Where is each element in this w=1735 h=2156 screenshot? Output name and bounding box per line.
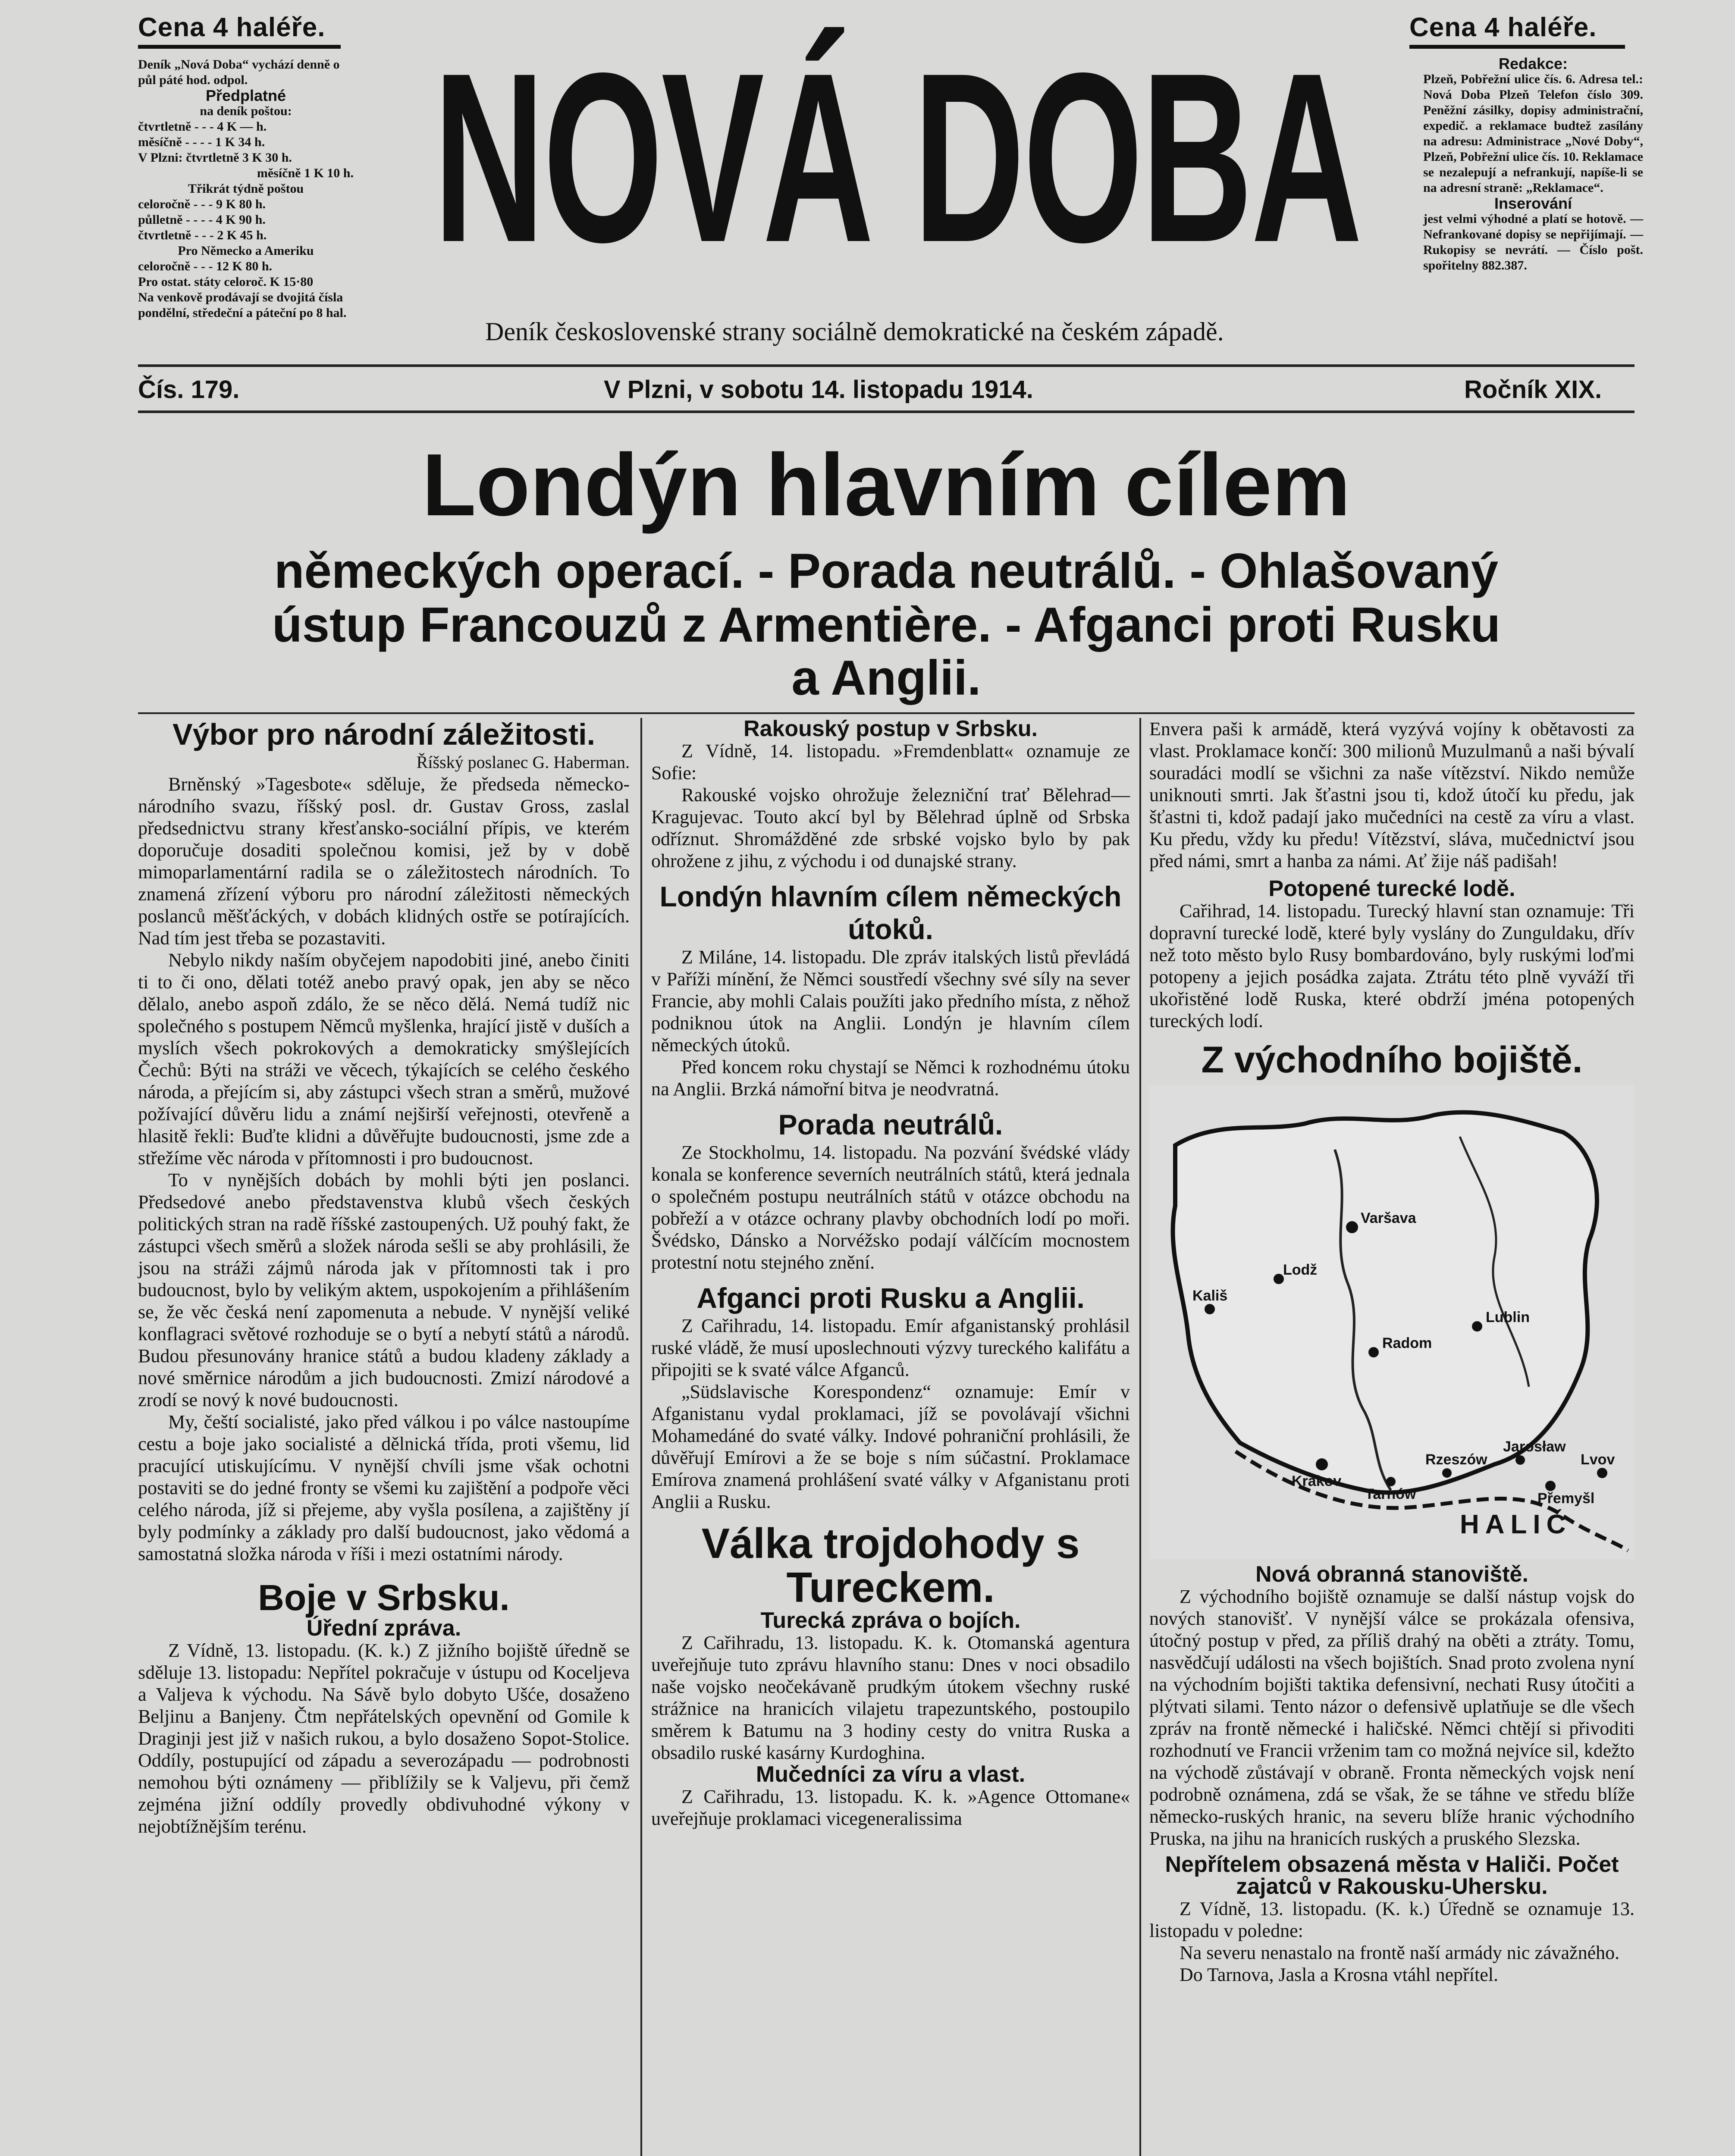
city-marker <box>1316 1458 1328 1470</box>
article-paragraph: Cařihrad, 14. listopadu. Turecký hlavní stan oznamuje: Tři dopravní turecké lodě, které byly vyslány do Zunguldaku, dřív než toto město bylo Rusy bombardováno, byly ruskými loďmi potopeny a jejich posádka zajata. Ztrátu této plně vyváží tři ukořistěné lodě Ruska, které obdrží jména potopených tureckých lodí. <box>1149 900 1635 1031</box>
headline-line-4: a Anglii. <box>791 651 981 705</box>
article-heading: Porada neutrálů. <box>778 1108 1003 1141</box>
article-subheading: Úřední zpráva. <box>306 1616 461 1641</box>
article-subheading: Turecká zpráva o bojích. <box>760 1608 1021 1633</box>
article-heading: Výbor pro národní záležitosti. <box>172 718 596 751</box>
left-ear-row: V Plzni: čtvrtletně 3 K 30 h. <box>138 150 292 165</box>
article-byline: Říšský poslanec G. Haberman. <box>416 752 630 772</box>
article-paragraph: Z Vídně, 13. listopadu. (K. k.) Úředně se oznamuje 13. listopadu v poledne: <box>1149 1898 1635 1941</box>
map-label: Krakov <box>1292 1473 1342 1489</box>
map-label: Tarnów <box>1365 1485 1416 1502</box>
issue-number: Čís. 179. <box>138 376 240 404</box>
city-marker <box>1274 1274 1284 1284</box>
article-heading: Afganci proti Rusku a Anglii. <box>697 1282 1085 1314</box>
article-paragraph: To v nynějších dobách by mohli býti jen poslanci. Předsedové anebo představenstva klubů všech českých politických stran na radě říšské zastoupených. Už pouhý fakt, že zástupci všech směrů a složek národa sešli se aby prohlásili, že jsou na stráži zájmů národa jak v přítomnosti tak i pro budoucnost, bylo by velikým aktem, uspokojením a přihlášením se, že věc česká není zapomenuta a nebude. V nynější veliké konflagraci světové rozhoduje se o bytí a nebytí států a národů. Budou přesunovány hranice států a budou kladeny základy a nové směrnice národům a jich budoucnosti. Zmizí národové a zrodí se nový k nové budoucnosti. <box>138 1169 630 1410</box>
left-ear-sub3: Pro Německo a Ameriku <box>178 244 314 258</box>
article-heading: Rakouský postup v Srbsku. <box>744 716 1038 741</box>
city-marker <box>1515 1455 1525 1465</box>
eastern-front-map <box>1149 1085 1635 1559</box>
left-ear-row: Pro ostat. státy celoroč. K 15·80 <box>138 275 314 289</box>
city-marker <box>1205 1304 1215 1314</box>
left-ear-sub2: Třikrát týdně poštou <box>188 182 304 196</box>
headline-rule <box>138 712 1635 714</box>
left-ear-foot: Na venkově prodávají se dvojitá čísla pondělní, středeční a páteční po 8 hal. <box>138 290 347 320</box>
city-marker <box>1597 1468 1607 1478</box>
article-paragraph: Do Tarnova, Jasla a Krosna vtáhl nepřítel. <box>1180 1964 1498 1985</box>
volume-number: Ročník XIX. <box>1464 376 1602 404</box>
dateline-rule <box>138 411 1635 413</box>
left-ear-row: čtvrtletně - - - 2 K 45 h. <box>138 228 267 242</box>
map-label: Lvov <box>1581 1451 1615 1468</box>
map-label: Lodž <box>1283 1261 1318 1278</box>
masthead-rule <box>138 364 1635 367</box>
article-heading: Londýn hlavním cílem německých útoků. <box>659 881 1122 945</box>
left-ear <box>138 57 354 321</box>
russian-poland-border <box>1173 1112 1597 1492</box>
article-paragraph: Z Cařihradu, 14. listopadu. Emír afganistanský prohlásil ruské vládě, že musí uposlechnouti výzvy tureckého kalifátu a připojiti se k svaté válce Afganců. <box>651 1315 1130 1380</box>
article-paragraph: Z Vídně, 14. listopadu. »Fremdenblatt« oznamuje ze Sofie: <box>651 740 1130 783</box>
newspaper-subtitle: Deník československé strany sociálně demokratické na českém západě. <box>485 317 1224 346</box>
left-ear-row: půlletně - - - - 4 K 90 h. <box>138 213 266 227</box>
left-ear-row: celoročně - - - 12 K 80 h. <box>138 259 273 273</box>
headline-line-3: ústup Francouzů z Armentière. - Afganci proti Rusku <box>272 598 1501 652</box>
article-paragraph: Z Miláne, 14. listopadu. Dle zpráv italských listů převládá v Paříži mínění, že Němci soustředí všechny své síly na sever Francie, aby mohli Calais použíti jako předního místa, z něhož podniknou útok na Anglii. Londýn je hlavním cílem německých útoků. <box>651 946 1130 1056</box>
article-paragraph: Nebylo nikdy naším obyčejem napodobiti jiné, anebo činiti ti to či ono, dělati totéž anebo pravý opak, jen aby se něco dělalo, anebo aspoň zdálo, že se něco dělá. Nemá tudíž nic společného s postupem Němců myšlenka, hrající jistě v duších a myslích všech pokrokových a demokraticky smýšlejících Čechů: Býti na stráži ve věcech, týkajících se celého českého národa, a přejícím si, aby zástupci všech stran a směrů, mužové požívající důvěru lidu a známí nejširší veřejnosti, otevřeně a hlasitě řekli: Buďte klidni a důvěřujte budoucnosti, jsme zde a střežíme věc národa v přítomnosti i pro budoucnost. <box>138 950 630 1169</box>
map-label: Přemyšl <box>1537 1490 1595 1507</box>
map-label: Lublin <box>1486 1309 1530 1326</box>
column-2 <box>651 718 1130 1830</box>
right-ear-body: Plzeň, Pobřežní ulice čís. 6. Adresa tel.: Nová Doba Plzeň Telefon číslo 309. Peněžní zásilky, dopisy administrační, expedič. a reklamace budtež zasílány na adresu: Administrace „Nové Doby“, Plzeň, Pobřežní ulice čís. 10. Reklamace se nezalepují a nefrankují, napíše-li se na adresní straně: „Reklamace“. <box>1423 72 1643 195</box>
city-marker <box>1442 1468 1452 1478</box>
column-1 <box>138 718 630 1837</box>
map-label: Jarosław <box>1503 1438 1566 1455</box>
city-marker <box>1386 1477 1396 1486</box>
price-left: Cena 4 haléře. <box>138 13 326 42</box>
price-right: Cena 4 haléře. <box>1409 13 1597 42</box>
right-ear-heading-ads: Inserování <box>1494 194 1572 212</box>
headline-line-2: německých operací. - Porada neutrálů. - Ohlašovaný <box>274 544 1499 599</box>
map-label: Kališ <box>1192 1287 1228 1304</box>
city-marker <box>1368 1347 1379 1357</box>
article-paragraph: Z Vídně, 13. listopadu. (K. k.) Z jižního bojiště úředně se sděluje 13. listopadu: Nepřítel pokračuje v ústupu od Koceljeva a Valjeva k východu. Na Sávě bylo dobyto Ušće, dosaženo Beljinu a Banjeny. Čtm nepřátelských opevnění od Gomile k Draginji jest již v našich rukou, a bylo dosaženo Sopot-Stolice. Oddíly, postupující od západu a severozápadu — podrobnosti nemohou býti oznámeny — přiblížily se k Valjevu, při čemž zejména jižní oddíly provedly obdivuhodné výkony v nejobtížnějším terénu. <box>138 1640 630 1837</box>
right-ear-body-ads: jest velmi výhodné a platí se hotově. — Nefrankované dopisy se nepřijímají. — Rukopisy se nevrátí. — Číslo pošt. spořitelny 882.387. <box>1423 212 1643 273</box>
column-3 <box>1149 718 1635 1986</box>
right-ear <box>1423 56 1643 273</box>
article-heading: Boje v Srbsku. <box>258 1577 510 1618</box>
article-paragraph: Ze Stockholmu, 14. listopadu. Na pozvání švédské vlády konala se konference severních neutrálních států, která jednala o společném postupu neutrálních států v otázce obchodu na pobřeží a v otázce ochrany plavby obchodních lodí po moři. Švédsko, Dánsko a Norvéžsko podají válčícím mocnostem protestní notu stejného znění. <box>651 1141 1130 1273</box>
left-ear-row: měsíčně - - - - 1 K 34 h. <box>138 135 265 149</box>
article-paragraph: My, čeští socialisté, jako před válkou i po válce nastoupíme cestu a boje jako socialisté a dělnická třída, proti všemu, lid pracující utiskujícímu. V nynější chvíli jsme však ochotni postaviti se do jedné fronty se všemi ku zajištění a podpoře věci celého národa, jíž si přejeme, aby vyšla posílena, a zajištěny jí byly podmínky a základy pro další budoucnost, jako vědomá a samostatná složka národa v říši i mezi ostatními národy. <box>138 1411 630 1564</box>
article-heading: Z východního bojiště. <box>1201 1039 1583 1081</box>
price-right-underline <box>1409 45 1625 49</box>
left-ear-row: celoročně - - - 9 K 80 h. <box>138 197 266 211</box>
headline-main: Londýn hlavním cílem <box>422 436 1351 534</box>
article-paragraph: Z Cařihradu, 13. listopadu. K. k. »Agence Ottomane« uveřejňuje proklamaci vicegeneralissima <box>651 1786 1130 1830</box>
price-left-underline <box>138 45 341 49</box>
article-heading: Nová obranná stanoviště. <box>1255 1561 1528 1587</box>
city-marker <box>1472 1321 1482 1332</box>
left-ear-heading: Předplatné <box>205 87 286 104</box>
city-marker <box>1346 1221 1358 1233</box>
column-rule-1 <box>640 718 642 2156</box>
article-paragraph: Na severu nenastalo na frontě naší armády nic závažného. <box>1180 1942 1620 1963</box>
article-paragraph: Rakouské vojsko ohrožuje železniční trať Bělehrad—Kragujevac. Touto akcí byl by Bělehrad úplně od Srbska odříznut. Shromážděné zde srbské vojsko bylo by pak ohrožene z jihu, z východu i od dunajské strany. <box>651 784 1130 871</box>
article-paragraph: Z východního bojiště oznamuje se další nástup vojsk do nových stanovišť. V nynější válce se prokázala ofensiva, útočný postup v před, za příliš drahý na oběti a ztráty. Tomu, nasvědčují události na všech bojištích. Snad proto zvolena nyní na východním bojišti taktika defensivní, nechati Rusy útočiti a plýtvati silami. Tento názor o defensivě uplatňuje se dle všech zpráv na frontě německé i haličské. Němci chtějí si přivoditi rozhodnutí ve Francii vrženim tam co možná nejvíce sil, kdežto na východě zůstávají v obraně. Fronta německých vojsk není podrobně oznámena, zdá se však, že se táhne ve středu blíže německo-ruských hranic, na severu blíže hranic východního Pruska, na jihu na hranicích ruských a pruského Slezska. <box>1149 1586 1635 1849</box>
map-label: Radom <box>1382 1335 1432 1351</box>
newspaper-title: NOVÁ DOBA <box>433 22 1361 292</box>
left-ear-intro: Deník „Nová Doba“ vychází denně o půl páté hod. odpol. <box>138 57 340 87</box>
issue-date: V Plzni, v sobotu 14. listopadu 1914. <box>604 376 1033 404</box>
article-paragraph: Před koncem roku chystají se Němci k rozhodnému útoku na Anglii. Brzká námořní bitva je neodvratná. <box>651 1056 1130 1100</box>
column-rule-2 <box>1139 718 1141 2156</box>
map-label: Rzeszów <box>1425 1451 1487 1468</box>
map-label: Varšava <box>1361 1210 1416 1226</box>
article-heading: Potopené turecké lodě. <box>1268 876 1515 901</box>
left-ear-row: měsíčně 1 K 10 h. <box>257 166 354 180</box>
article-heading: Mučedníci za víru a vlast. <box>756 1762 1026 1787</box>
map-region-label: HALIČ <box>1460 1509 1572 1539</box>
article-paragraph: Envera paši k armádě, která vyzývá vojíny k obětavosti za vlast. Proklamace končí: 300 milionů Muzulmanů a naši bývalí souradáci modlí se všichni za naše vítězství. Nikdo nemůže uniknouti smrti. Jak šťastni jsou ti, kdož útočí ku předu, jak šťastni ti, kdož padají jako mučedníci na cestě za víru a vlast. Ku předu, vždy ku předu! Vítězství, sláva, mučednictví jsou před námi, smrt a hanba za námi. Ať žije náš padišah! <box>1149 718 1635 871</box>
right-ear-heading: Redakce: <box>1498 55 1568 72</box>
article-heading: Nepřítelem obsazená města v Haliči. Počet zajatců v Rakousku-Uhersku. <box>1165 1852 1619 1899</box>
article-heading: Válka trojdohody s Tureckem. <box>701 1519 1080 1611</box>
article-paragraph: Z Cařihradu, 13. listopadu. K. k. Otomanská agentura uveřejňuje tuto zprávu hlavního stanu: Dnes v noci obsadilo naše vojsko neočekávaně prudkým útokem všechny ruské strážnice na hranicích vilajetu trapezuntského, postoupilo směrem k Batumu na 3 hodiny cesty do vnitra Ruska a obsadilo ruské kasárny Kurdoghina. <box>651 1632 1130 1764</box>
left-ear-row: čtvrtletně - - - 4 K — h. <box>138 119 267 134</box>
article-paragraph: „Südslavische Korespondenz“ oznamuje: Emír v Afganistanu vydal proklamaci, jíž se povolávají všichni Mohamedáné do svaté války. Indové pohraniční prohlásili, že důvěřují Emírovi a že se boje s ním súčastní. Proklamace Emírova znamená prohlášení svaté války v Afganistanu proti Anglii a Rusku. <box>651 1381 1130 1512</box>
article-paragraph: Brněnský »Tagesbote« sděluje, že předseda německo-národního svazu, říšský posl. dr. Gustav Gross, zaslal předsednictvu strany křesťansko-sociální přípis, ve kterém doporučuje dosaditi společnou komisi, jež by v době mimoparlamentární radila se o záležitostech národních. To znamená zřízení výboru pro národní záležitosti německých poslanců měšťáckých, v dobách klidných ostře se potírajících. Nad tím jest třeba se pozastaviti. <box>138 774 630 949</box>
left-ear-sub1: na deník poštou: <box>200 104 292 118</box>
city-marker <box>1545 1481 1556 1491</box>
